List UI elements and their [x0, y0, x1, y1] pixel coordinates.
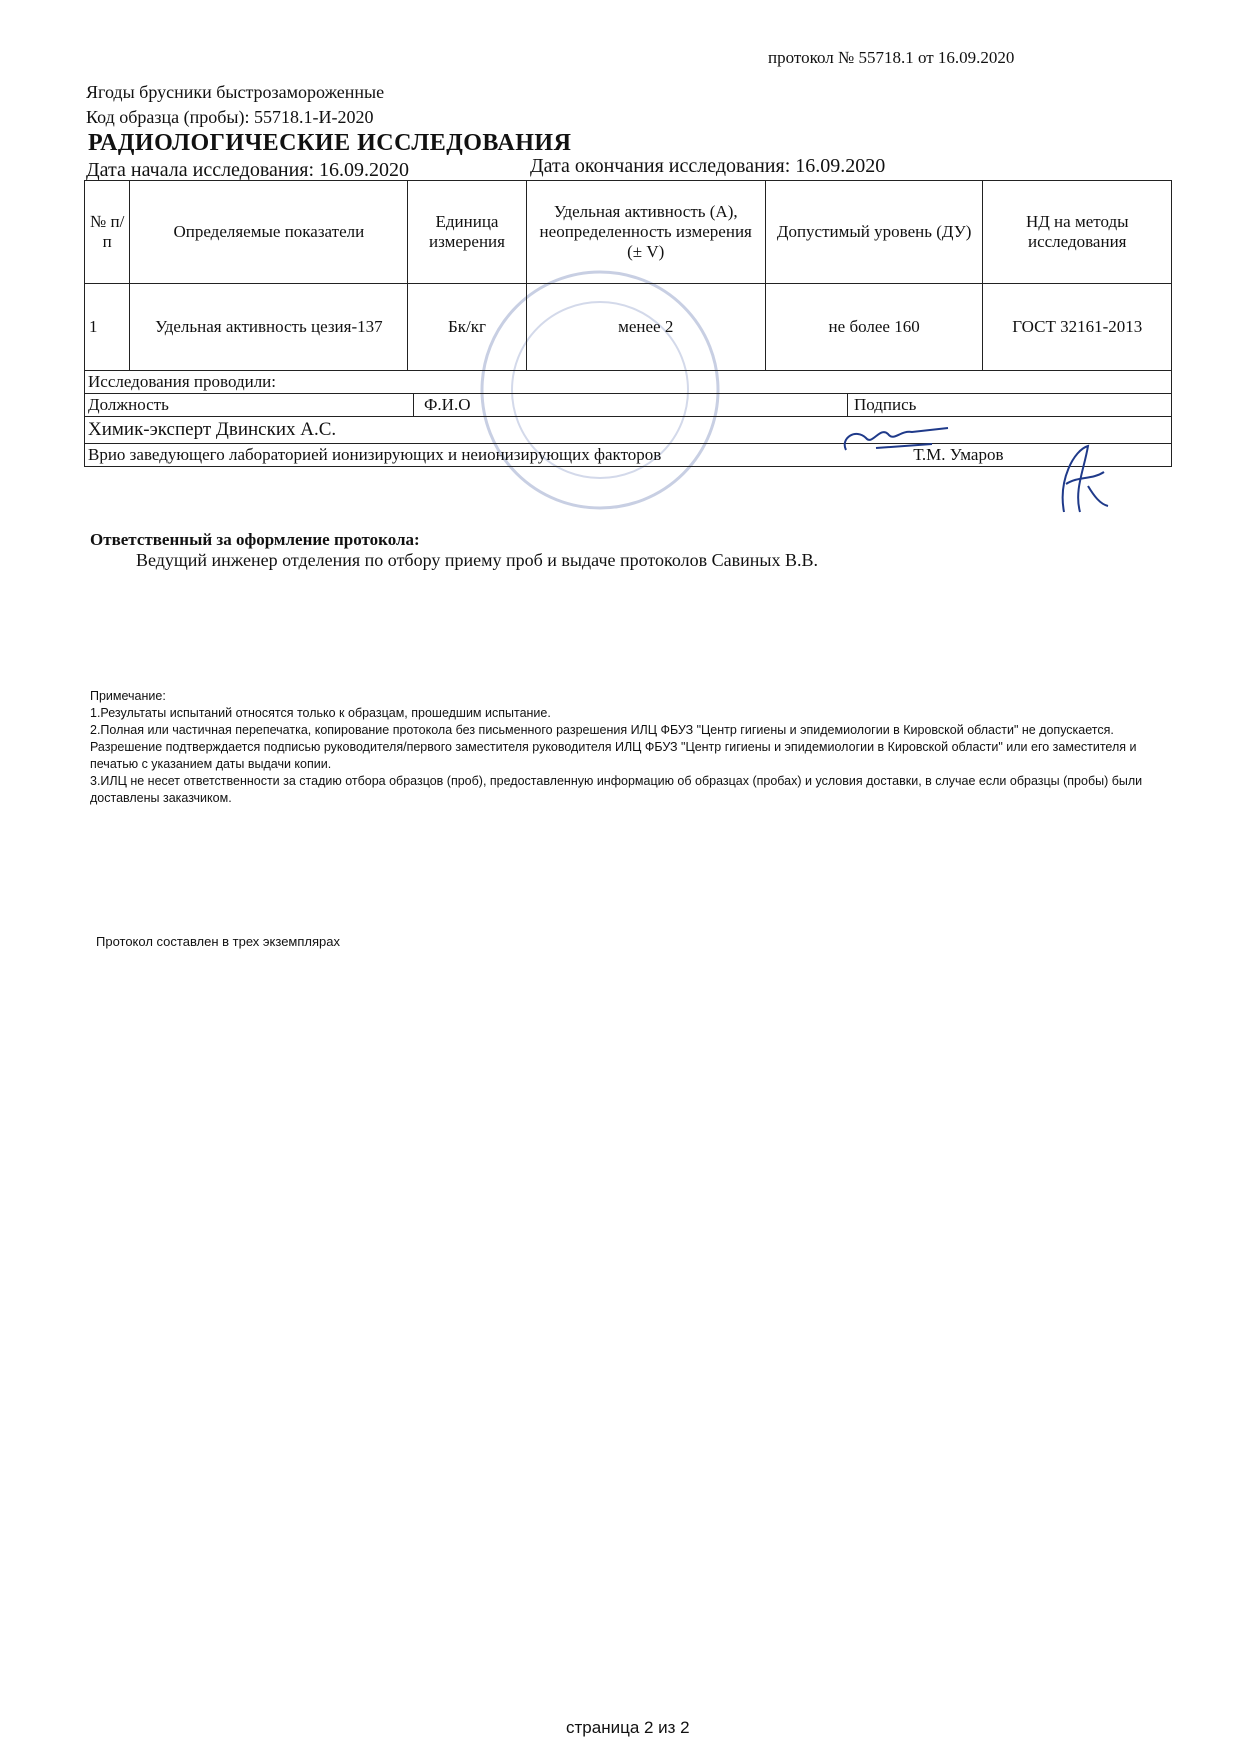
- header-number: № п/п: [85, 181, 130, 284]
- date-start: Дата начала исследования: 16.09.2020: [86, 159, 410, 181]
- signature-label: Подпись: [848, 394, 1172, 417]
- cell-limit: не более 160: [765, 284, 983, 371]
- responsible-body: Ведущий инженер отделения по отбору приему проб и выдаче протоколов Савиных В.В.: [136, 550, 818, 570]
- position-label: Должность: [85, 394, 414, 417]
- conducted-by-label: Исследования проводили:: [85, 371, 1172, 394]
- notes-title: Примечание:: [90, 689, 166, 703]
- table-row: [85, 284, 1172, 371]
- person2-name: Т.М. Умаров: [913, 445, 1004, 464]
- notes: [90, 688, 1180, 807]
- person1: Химик-эксперт Двинских А.С.: [85, 417, 1172, 444]
- sample-code: Код образца (пробы): 55718.1-И-2020: [86, 107, 374, 127]
- header-activity: Удельная активность (А), неопределенность измерения (± V): [526, 181, 765, 284]
- date-end: Дата окончания исследования: 16.09.2020: [530, 155, 886, 177]
- person2-row: [85, 444, 1172, 467]
- responsible-title: Ответственный за оформление протокола:: [90, 530, 420, 549]
- section-title: РАДИОЛОГИЧЕСКИЕ ИССЛЕДОВАНИЯ: [88, 130, 572, 156]
- note-item-3: 3.ИЛЦ не несет ответственности за стадию отбора образцов (проб), предоставленную информацию об образцах (пробах) и условия доставки, в случае если образцы (пробы) были доставлены заказчиком.: [90, 774, 1143, 805]
- cell-activity: менее 2: [526, 284, 765, 371]
- cell-indicator: Удельная активность цезия-137: [130, 284, 408, 371]
- signature-icon: [1044, 440, 1114, 518]
- protocol-number: протокол № 55718.1 от 16.09.2020: [768, 48, 1015, 67]
- product-name: Ягоды брусники быстрозамороженные: [86, 82, 385, 102]
- header-unit: Единица измерения: [408, 181, 526, 284]
- header-indicator: Определяемые показатели: [130, 181, 408, 284]
- signature-icon: [836, 420, 956, 460]
- copies-note: Протокол составлен в трех экземплярах: [96, 934, 340, 949]
- cell-unit: Бк/кг: [408, 284, 526, 371]
- cell-method: ГОСТ 32161-2013: [983, 284, 1172, 371]
- header-method: НД на методы исследования: [983, 181, 1172, 284]
- page-number: страница 2 из 2: [566, 1718, 690, 1737]
- note-item-1: 1.Результаты испытаний относятся только к образцам, прошедшим испытание.: [90, 706, 551, 720]
- results-table: [84, 180, 1172, 371]
- cell-number: 1: [85, 284, 130, 371]
- staff-table: [84, 370, 1172, 467]
- name-label: Ф.И.О: [414, 394, 848, 417]
- person2-position: Врио заведующего лабораторией ионизирующих и неионизирующих факторов: [88, 445, 662, 464]
- header-limit: Допустимый уровень (ДУ): [765, 181, 983, 284]
- note-item-2: 2.Полная или частичная перепечатка, копирование протокола без письменного разрешения ИЛЦ ФБУЗ "Центр гигиены и эпидемиологии в Кировской области" не допускается. Разрешение подтверждается подписью руководителя/первого заместителя руководителя ИЛЦ ФБУЗ "Центр гигиены и эпидемиологии в Кировской области" или его заместителя и печатью с указанием даты выдачи копии.: [90, 723, 1137, 771]
- results-header-row: [85, 181, 1172, 284]
